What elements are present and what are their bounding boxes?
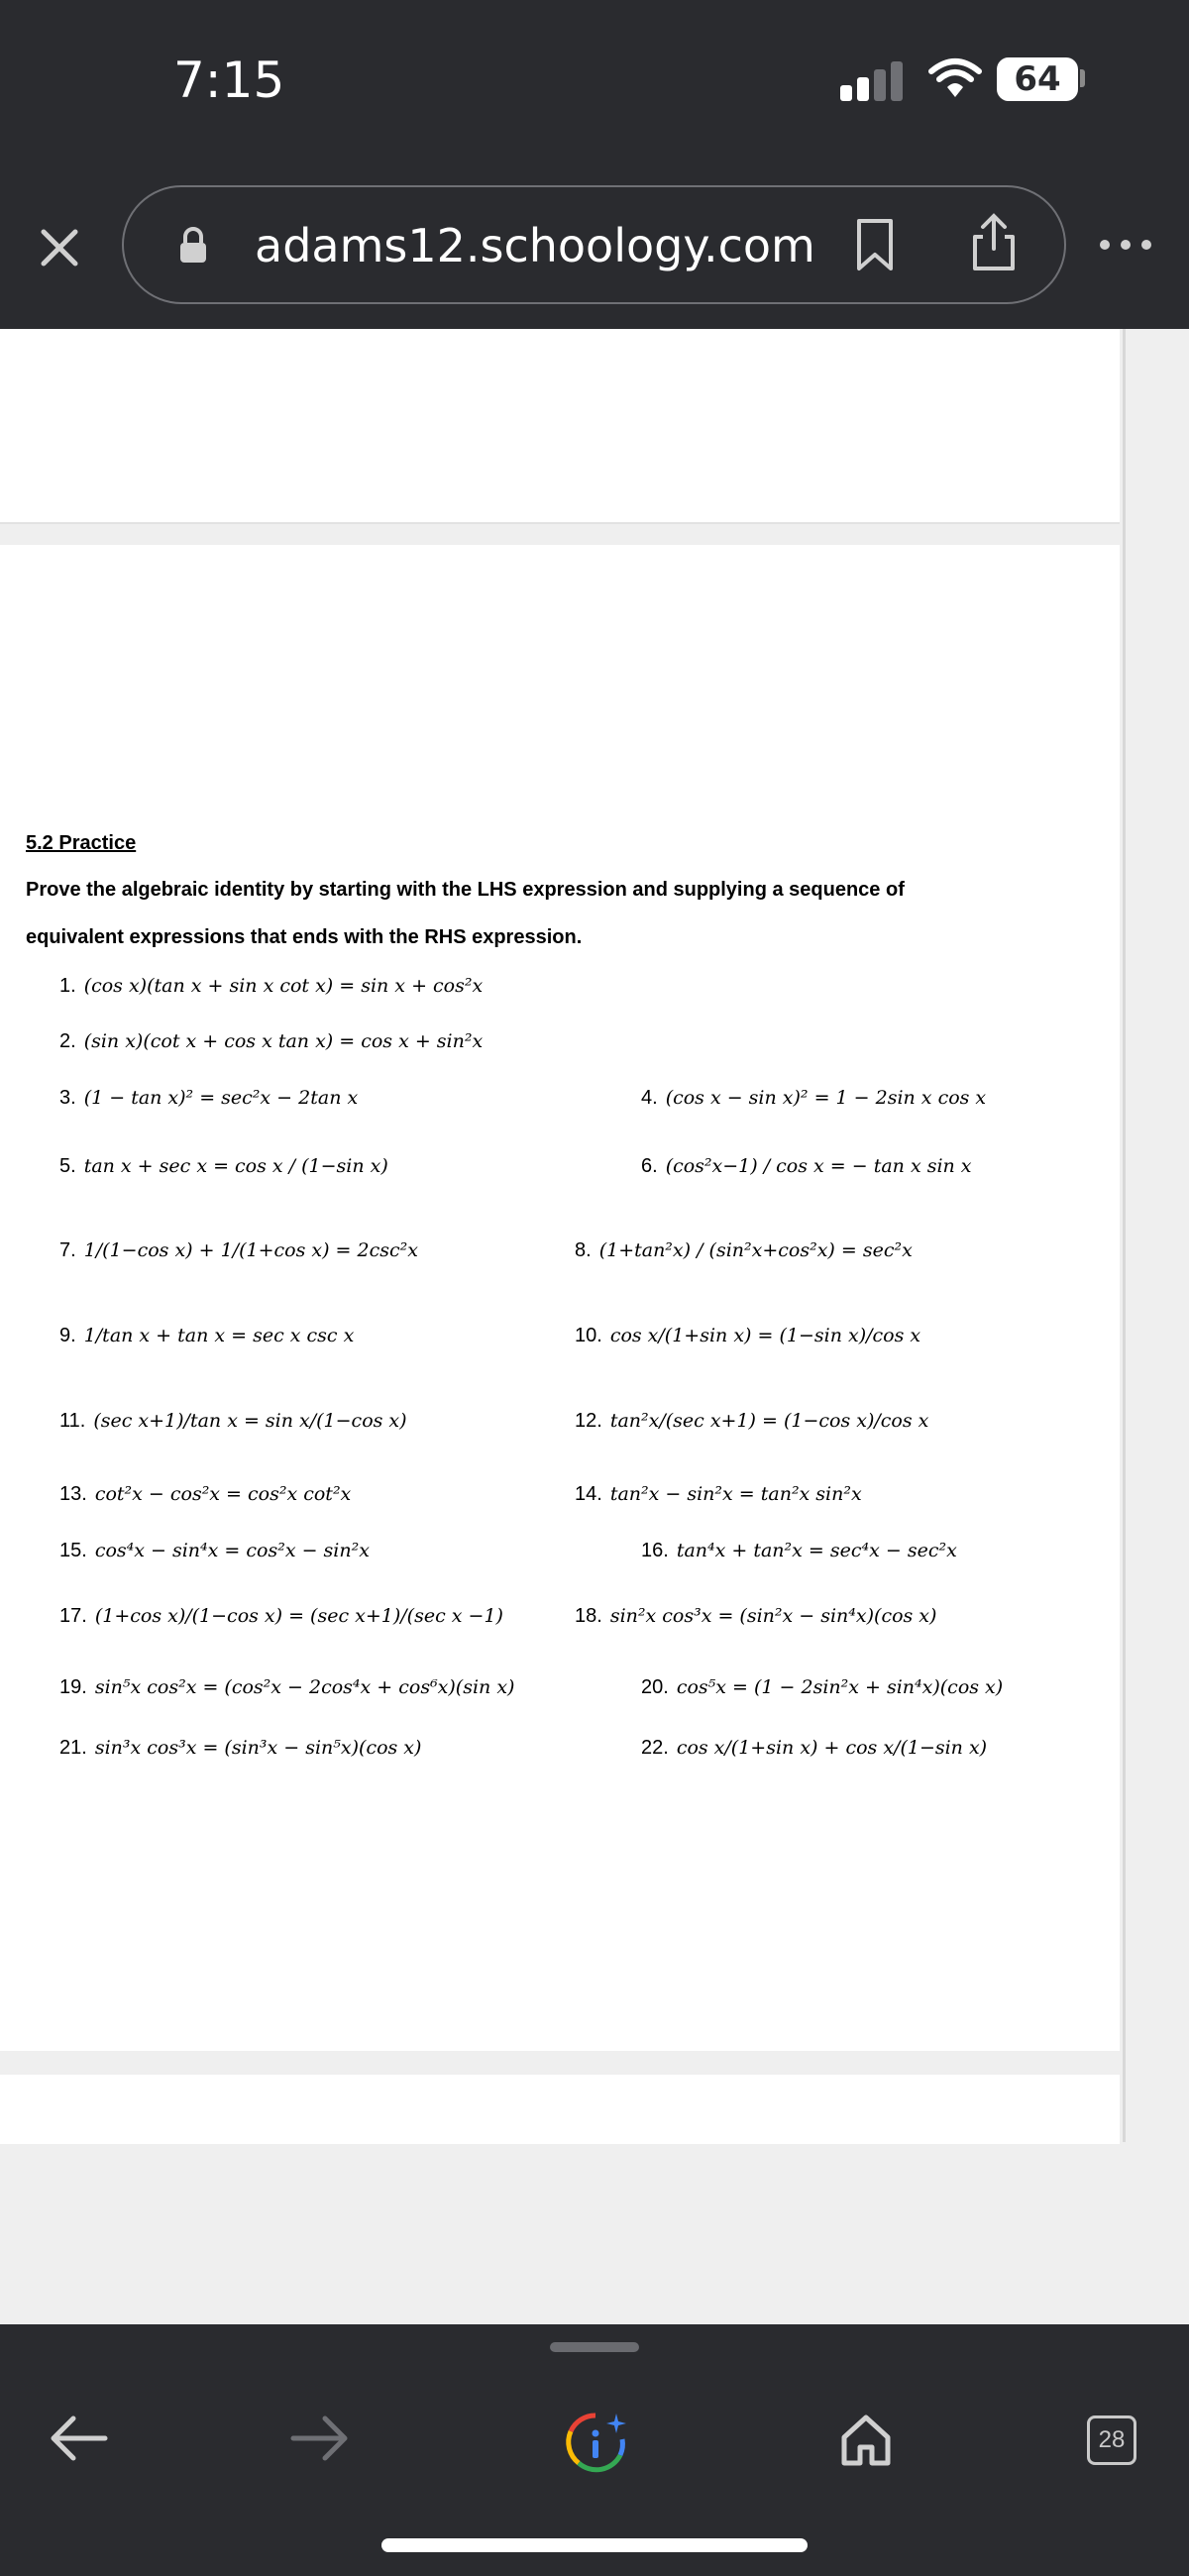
- share-icon[interactable]: [969, 211, 1019, 274]
- url-text: adams12.schoology.com: [255, 219, 815, 272]
- tab-switcher-button[interactable]: 28: [1087, 2415, 1136, 2465]
- problem: 12. tan²x/(sec x+1) = (1−cos x)/cos x: [575, 1410, 929, 1432]
- back-arrow-icon[interactable]: [48, 2414, 109, 2463]
- problem: 7. 1/(1−cos x) + 1/(1+cos x) = 2csc²x: [59, 1239, 418, 1261]
- home-icon[interactable]: [838, 2412, 894, 2467]
- problem: 11. (sec x+1)/tan x = sin x/(1−cos x): [59, 1410, 407, 1432]
- home-indicator[interactable]: [381, 2538, 808, 2552]
- bookmark-icon[interactable]: [853, 217, 897, 272]
- status-time: 7:15: [173, 52, 285, 109]
- problem: 2. (sin x)(cot x + cos x tan x) = cos x + sin²x: [59, 1030, 484, 1052]
- problem: 15. cos⁴x − sin⁴x = cos²x − sin²x: [59, 1540, 370, 1561]
- document-viewer[interactable]: [0, 329, 1189, 2330]
- problem: 1. (cos x)(tan x + sin x cot x) = sin x + cos²x: [59, 975, 484, 997]
- instructions-line: equivalent expressions that ends with the RHS expression.: [26, 926, 583, 948]
- address-bar[interactable]: [122, 185, 1066, 304]
- battery-tip: [1080, 69, 1085, 87]
- problem: 14. tan²x − sin²x = tan²x sin²x: [575, 1483, 862, 1505]
- problem: 13. cot²x − cos²x = cos²x cot²x: [59, 1483, 352, 1505]
- bottom-navigation: [0, 2324, 1189, 2576]
- forward-arrow-icon[interactable]: [289, 2414, 351, 2463]
- problem: 18. sin²x cos³x = (sin²x − sin⁴x)(cos x): [575, 1605, 937, 1627]
- problem: 4. (cos x − sin x)² = 1 − 2sin x cos x: [641, 1087, 987, 1109]
- more-icon[interactable]: [1098, 238, 1153, 252]
- problem: 10. cos x/(1+sin x) = (1−sin x)/cos x: [575, 1325, 921, 1346]
- close-icon[interactable]: [30, 218, 89, 277]
- problem: 3. (1 − tan x)² = sec²x − 2tan x: [59, 1087, 359, 1109]
- document-page: [0, 329, 1120, 524]
- problem: 22. cos x/(1+sin x) + cos x/(1−sin x): [641, 1737, 988, 1759]
- problem: 8. (1+tan²x) / (sin²x+cos²x) = sec²x: [575, 1239, 913, 1261]
- instructions-line: Prove the algebraic identity by starting with the LHS expression and supplying a sequence of: [26, 879, 905, 901]
- page-scroll-edge: [1123, 329, 1126, 2142]
- problem: 19. sin⁵x cos²x = (cos²x − 2cos⁴x + cos⁶x)(sin x): [59, 1676, 515, 1698]
- problem: 5. tan x + sec x = cos x / (1−sin x): [59, 1155, 388, 1177]
- page-heading: 5.2 Practice: [26, 832, 137, 854]
- battery-indicator: 64: [997, 57, 1078, 101]
- wifi-icon: [927, 57, 983, 99]
- cellular-signal-icon: [840, 61, 919, 101]
- problem: 21. sin³x cos³x = (sin³x − sin⁵x)(cos x): [59, 1737, 422, 1759]
- google-lens-icon[interactable]: [563, 2410, 628, 2475]
- document-page: [0, 2075, 1120, 2144]
- problem: 16. tan⁴x + tan²x = sec⁴x − sec²x: [641, 1540, 957, 1561]
- lock-icon: [178, 227, 208, 265]
- problem: 6. (cos²x−1) / cos x = − tan x sin x: [641, 1155, 972, 1177]
- document-page: [0, 545, 1120, 2051]
- status-bar: [0, 0, 1189, 168]
- problem: 9. 1/tan x + tan x = sec x csc x: [59, 1325, 355, 1346]
- problem: 20. cos⁵x = (1 − 2sin²x + sin⁴x)(cos x): [641, 1676, 1004, 1698]
- sheet-handle[interactable]: [550, 2342, 639, 2352]
- problem: 17. (1+cos x)/(1−cos x) = (sec x+1)/(sec x −1): [59, 1605, 503, 1627]
